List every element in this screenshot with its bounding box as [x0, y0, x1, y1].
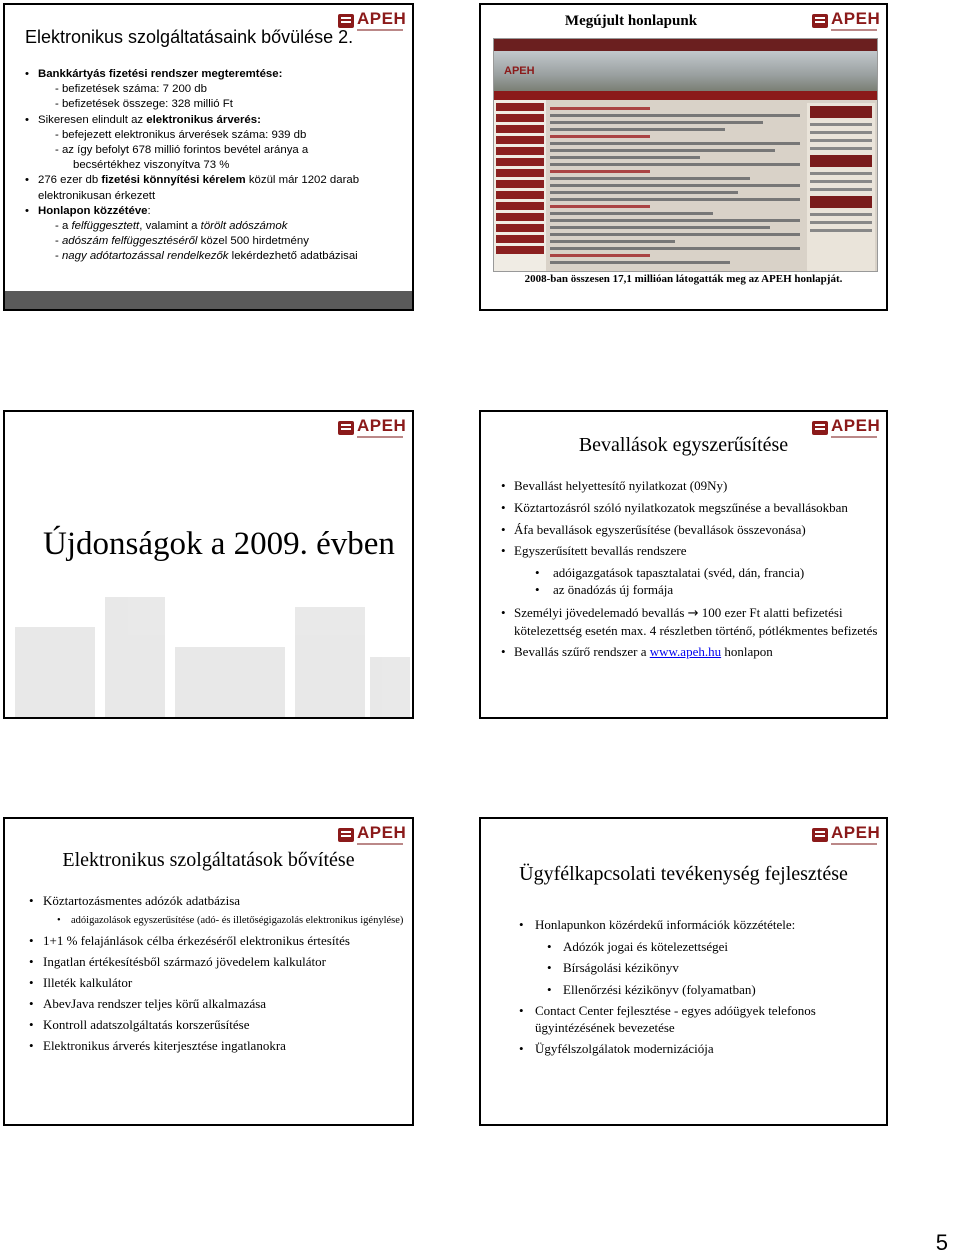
- bullet-item: • Bankkártyás fizetési rendszer megteremtése:: [25, 67, 403, 82]
- apeh-logo: APEH: [338, 11, 404, 35]
- slide-title: Megújult honlapunk: [564, 13, 698, 29]
- bullet-item: • Köztartozásról szóló nyilatkozatok megszűnése a bevallásokban: [501, 500, 886, 517]
- sub-bullet-item: - a felfüggesztett, valamint a törölt adószámok: [55, 220, 288, 233]
- slide-title: Újdonságok a 2009. évben: [43, 526, 395, 562]
- sub-bullet-item: - az így befolyt 678 millió forintos bevétel aránya a: [55, 144, 309, 157]
- bullet-item: • Ingatlan értékesítésből származó jövedelem kalkulátor: [29, 954, 409, 970]
- sub-bullet-item: • az önadózás új formája: [501, 582, 886, 599]
- sub-bullet-item: becsértékhez viszonyítva 73 %: [73, 159, 230, 172]
- bullet-item: • Egyszerűsített bevallás rendszere: [501, 543, 886, 560]
- slide-title: Bevallások egyszerűsítése: [578, 434, 789, 456]
- sub-bullet-item: • adóigazgatások tapasztalatai (svéd, dán, francia): [501, 565, 886, 582]
- apeh-logo: APEH: [338, 418, 404, 442]
- apeh-logo-icon: [812, 14, 828, 28]
- sub-bullet-item: - nagy adótartozással rendelkezők lekérdezhető adatbázisai: [55, 250, 358, 263]
- sub-bullet-item: - befizetések összege: 328 millió Ft: [55, 98, 233, 111]
- bullet-item: • Sikeresen elindult az elektronikus árverés:: [25, 113, 403, 128]
- slide-elektronikus-szolgaltatasaink: [3, 3, 414, 311]
- background-building: [5, 567, 412, 717]
- bullet-item: • Áfa bevallások egyszerűsítése (bevallások összevonása): [501, 522, 886, 539]
- apeh-logo-icon: [812, 421, 828, 435]
- apeh-logo-icon: [338, 421, 354, 435]
- bullet-list: [25, 67, 403, 265]
- bullet-item: • Contact Center fejlesztése - egyes adóügyek telefonos ügyintézésének bevezetése: [519, 1003, 849, 1036]
- bullet-list: [29, 893, 409, 1059]
- apeh-logo-icon: [812, 828, 828, 842]
- website-screenshot: APEH: [493, 38, 878, 272]
- bullet-list: [501, 478, 886, 666]
- bullet-item: • Köztartozásmentes adózók adatbázisa: [29, 893, 409, 909]
- bullet-item: • AbevJava rendszer teljes körű alkalmazása: [29, 996, 409, 1012]
- sub-bullet-item: - befejezett elektronikus árverések száma: 939 db: [55, 128, 307, 141]
- slide-megujult-honlapunk: [479, 3, 888, 311]
- footer-bar: [5, 291, 412, 309]
- slide-caption: 2008-ban összesen 17,1 millióan látogatták meg az APEH honlapját.: [524, 273, 843, 285]
- sub-bullet-item: - befizetések száma: 7 200 db: [55, 83, 207, 96]
- apeh-logo: APEH: [338, 825, 404, 849]
- sub-bullet-item: • Adózók jogai és kötelezettségei: [519, 939, 849, 956]
- slide-ugyfelkapcsolati: [479, 817, 888, 1126]
- sub-bullet-item: • Bírságolási kézikönyv: [519, 960, 849, 977]
- bullet-item: • Elektronikus árverés kiterjesztése ingatlanokra: [29, 1038, 409, 1054]
- bullet-item: • 1+1 % felajánlások célba érkezéséről elektronikus értesítés: [29, 933, 409, 949]
- sub-bullet-item: - adószám felfüggesztéséről közel 500 hirdetmény: [55, 235, 309, 248]
- apeh-logo: APEH: [812, 418, 878, 442]
- apeh-logo-icon: [338, 828, 354, 842]
- slide-title: Ügyfélkapcsolati tevékenység fejlesztése: [519, 863, 848, 885]
- bullet-item: • 276 ezer db fizetési könnyítési kérelem közül már 1202 darab elektronikusan érkezett: [25, 173, 403, 203]
- bullet-item: • Honlapon közzétéve:: [25, 204, 403, 219]
- apeh-logo: APEH: [812, 825, 878, 849]
- bullet-item: • Bevallást helyettesítő nyilatkozat (09Ny): [501, 478, 886, 495]
- bullet-item: • Bevallás szűrő rendszer a www.apeh.hu honlapon: [501, 644, 886, 661]
- slide-elektronikus-szolgaltatasok-bovitese: [3, 817, 414, 1126]
- apeh-logo: APEH: [812, 11, 878, 35]
- bullet-item: • Ügyfélszolgálatok modernizációja: [519, 1041, 849, 1058]
- sub-bullet-item: • Ellenőrzési kézikönyv (folyamatban): [519, 982, 849, 999]
- bullet-item: • Személyi jövedelemadó bevallás → 100 ezer Ft alatti befizetési kötelezettség esetén max. 4 részletben történő, pótlékmentes befizetés: [501, 605, 886, 640]
- bullet-item: • Kontroll adatszolgáltatás korszerűsítése: [29, 1017, 409, 1033]
- bullet-item: • Honlapunkon közérdekű információk közzététele:: [519, 917, 849, 934]
- apeh-logo-icon: [338, 14, 354, 28]
- bullet-list: [519, 917, 849, 1063]
- page-number: 5: [935, 1230, 948, 1255]
- sub-bullet-item: • adóigazolások egyszerűsítése (adó- és illetőségigazolás elektronikus igénylése): [29, 914, 409, 927]
- slide-ujdonsagok: [3, 410, 414, 719]
- slide-title: Elektronikus szolgáltatásaink bővülése 2.: [25, 27, 354, 47]
- slide-bevallasok: [479, 410, 888, 719]
- slide-title: Elektronikus szolgáltatások bővítése: [62, 849, 355, 871]
- bullet-item: • Illeték kalkulátor: [29, 975, 409, 991]
